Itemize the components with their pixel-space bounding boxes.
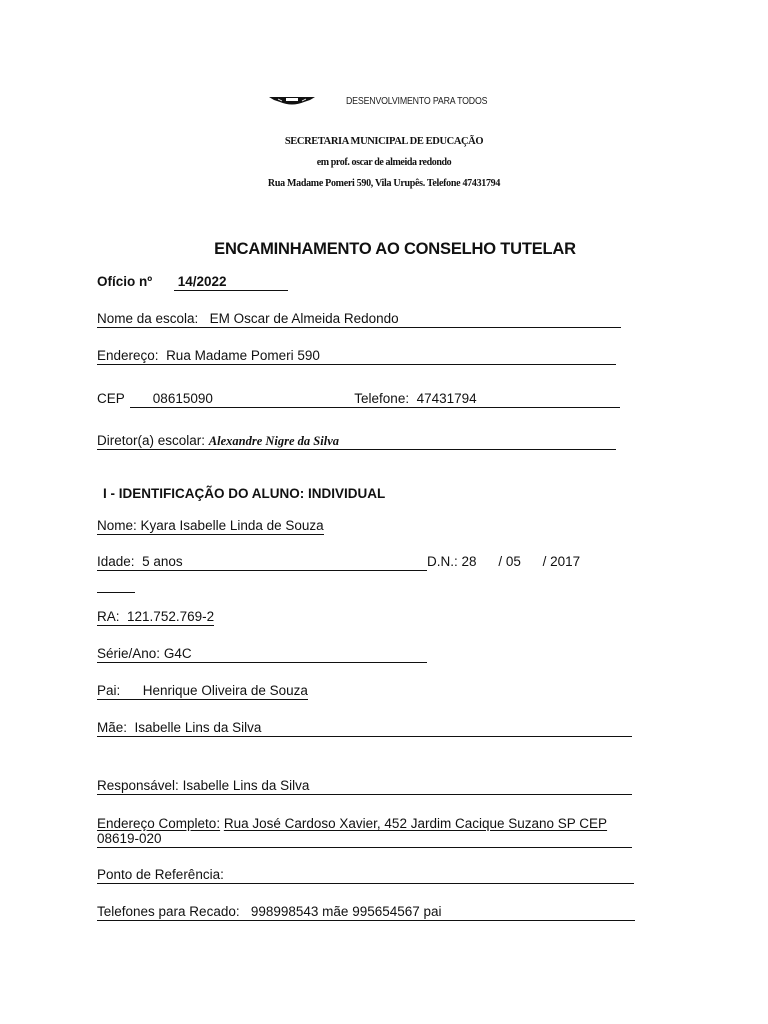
oficio-value-line bbox=[174, 274, 288, 291]
diretor-label: Diretor(a) escolar: bbox=[97, 433, 206, 448]
cep-line bbox=[130, 391, 354, 408]
serie-label: Série/Ano: bbox=[97, 646, 161, 661]
endereco-completo-label: Endereço Completo: bbox=[97, 816, 221, 831]
cep-value: 08615090 bbox=[152, 391, 213, 406]
endereco-completo-value: Rua José Cardoso Xavier, 452 Jardim Cacique Suzano SP CEP bbox=[223, 816, 608, 831]
telefone-label: Telefone: bbox=[354, 391, 410, 406]
document-title: ENCAMINHAMENTO AO CONSELHO TUTELAR bbox=[214, 240, 576, 258]
responsavel-field bbox=[97, 778, 632, 795]
idade-label: Idade: bbox=[97, 554, 135, 569]
telefones-recado-value: 998998543 mãe 995654567 pai bbox=[250, 904, 442, 919]
dn-ano: / 2017 bbox=[542, 554, 581, 569]
escola-value: EM Oscar de Almeida Redondo bbox=[209, 311, 399, 326]
telefones-recado-line bbox=[97, 904, 635, 921]
nome-field bbox=[97, 518, 324, 535]
dn-dia: 28 bbox=[461, 554, 477, 569]
escola-label: Nome da escola: bbox=[97, 311, 199, 326]
endereco-value: Rua Madame Pomeri 590 bbox=[166, 348, 320, 363]
idade-line bbox=[97, 554, 427, 571]
school-address: Rua Madame Pomeri 590, Vila Urupês. Telefone 47431794 bbox=[267, 178, 501, 189]
dn-label: D.N.: bbox=[427, 554, 458, 569]
nome-line bbox=[97, 518, 324, 535]
serie-field bbox=[97, 646, 427, 663]
cep-field bbox=[97, 391, 620, 408]
responsavel-line bbox=[97, 778, 632, 795]
mae-line bbox=[97, 720, 632, 737]
dn-group bbox=[427, 554, 580, 570]
serie-line bbox=[97, 646, 427, 663]
diretor-line bbox=[97, 433, 616, 450]
nome-label: Nome: bbox=[97, 518, 137, 533]
ra-field bbox=[97, 609, 214, 626]
diretor-field bbox=[97, 433, 616, 450]
oficio-label: Ofício nº bbox=[97, 274, 153, 289]
pai-value: Henrique Oliveira de Souza bbox=[142, 683, 308, 698]
mae-label: Mãe: bbox=[97, 720, 128, 735]
endereco-line bbox=[97, 348, 616, 365]
oficio-value: 14/2022 bbox=[177, 274, 227, 289]
idade-field bbox=[97, 554, 581, 571]
letterhead-logo bbox=[268, 90, 507, 112]
referencia-field bbox=[97, 867, 634, 884]
endereco-label: Endereço: bbox=[97, 348, 159, 363]
section-identificacao: I - IDENTIFICAÇÃO DO ALUNO: INDIVIDUAL bbox=[103, 486, 386, 501]
telefone-value: 47431794 bbox=[416, 391, 477, 406]
dn-mes: / 05 bbox=[498, 554, 521, 569]
responsavel-label: Responsável: bbox=[97, 778, 179, 793]
telefones-recado-label: Telefones para Recado: bbox=[97, 904, 240, 919]
telefone-line bbox=[354, 391, 620, 408]
endereco-completo-field bbox=[97, 816, 607, 832]
serie-value: G4C bbox=[163, 646, 192, 661]
endereco-completo-cep: 08619-020 bbox=[97, 831, 162, 846]
oficio-field bbox=[97, 274, 288, 291]
school-heading: em prof. oscar de almeida redondo bbox=[316, 157, 452, 168]
pai-line bbox=[97, 683, 308, 700]
municipal-emblem-icon bbox=[268, 94, 316, 108]
escola-line bbox=[97, 311, 621, 328]
escola-field bbox=[97, 311, 621, 328]
endereco-completo-line-2 bbox=[97, 831, 632, 848]
slogan: DESENVOLVIMENTO PARA TODOS bbox=[346, 95, 488, 107]
mae-field bbox=[97, 720, 632, 737]
ra-label: RA: bbox=[97, 609, 120, 624]
cep-label: CEP bbox=[97, 391, 125, 406]
referencia-label: Ponto de Referência: bbox=[97, 867, 224, 882]
ra-value: 121.752.769-2 bbox=[127, 609, 215, 624]
endereco-completo-field-2 bbox=[97, 831, 632, 848]
pai-field bbox=[97, 683, 308, 700]
diretor-value: Alexandre Nigre da Silva bbox=[208, 434, 340, 448]
secretaria-heading: SECRETARIA MUNICIPAL DE EDUCAÇÃO bbox=[284, 136, 484, 147]
mae-value: Isabelle Lins da Silva bbox=[134, 720, 262, 735]
responsavel-value: Isabelle Lins da Silva bbox=[182, 778, 310, 793]
idade-value: 5 anos bbox=[142, 554, 183, 569]
endereco-field bbox=[97, 348, 616, 365]
pai-label: Pai: bbox=[97, 683, 121, 698]
nome-value: Kyara Isabelle Linda de Souza bbox=[140, 518, 324, 533]
idade-continuation-line bbox=[97, 592, 135, 593]
ra-line bbox=[97, 609, 214, 626]
referencia-line bbox=[97, 867, 634, 884]
telefones-recado-field bbox=[97, 904, 635, 921]
